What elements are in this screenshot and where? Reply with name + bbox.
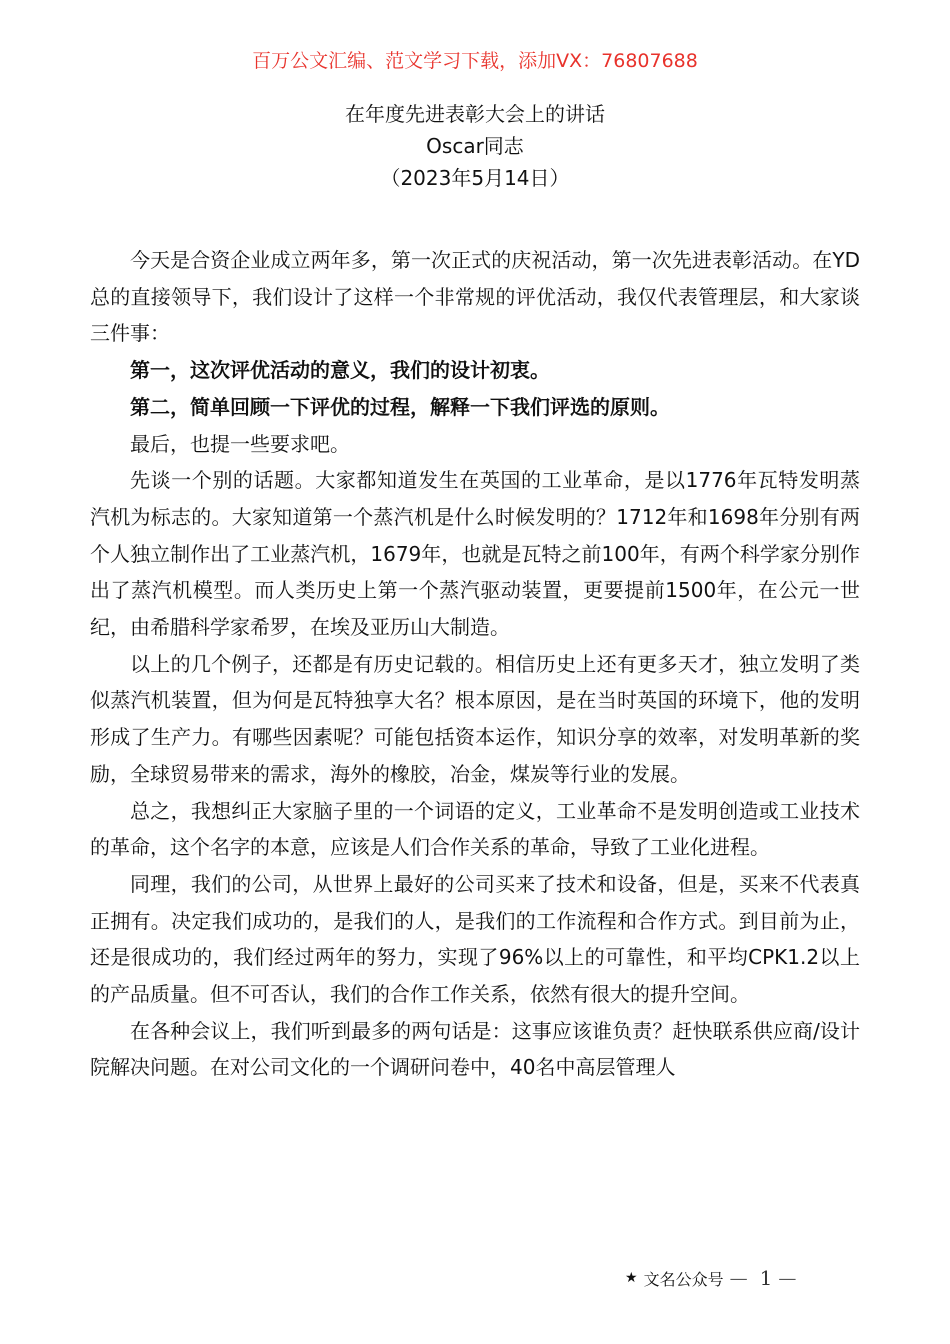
page-number: 1 <box>759 1266 773 1290</box>
paragraph-company: 同理，我们的公司，从世界上最好的公司买来了技术和设备，但是，买来不代表真正拥有。决定我们成功的，是我们的人，是我们的工作流程和合作方式。到目前为止，还是很成功的，我们经过两年的努力，实现了96%以上的可靠性，和平均CPK1.2以上的产品质量。但不可否认，我们的合作工作关系，依然有很大的提升空间。 <box>90 871 860 1007</box>
document-body <box>90 242 860 1086</box>
footer-source: 文名公众号 <box>643 1269 724 1289</box>
speech-date: （2023年5月14日） <box>380 166 570 190</box>
paragraph-industrial-revolution: 总之，我想纠正大家脑子里的一个词语的定义，工业革命不是发明创造或工业技术的革命，这个名字的本意，应该是人们合作关系的革命，导致了工业化进程。 <box>90 798 860 860</box>
paragraph-watt: 以上的几个例子，还都是有历史记载的。相信历史上还有更多天才，独立发明了类似蒸汽机装置，但为何是瓦特独享大名？根本原因，是在当时英国的环境下，他的发明形成了生产力。有哪些因素呢？可能包括资本运作，知识分享的效率，对发明革新的奖励，全球贸易带来的需求，海外的橡胶，冶金，煤炭等行业的发展。 <box>90 651 860 786</box>
speaker-name: Oscar同志 <box>426 134 524 158</box>
paragraph-steam-engine: 先谈一个别的话题。大家都知道发生在英国的工业革命，是以1776年瓦特发明蒸汽机为标志的。大家知道第一个蒸汽机是什么时候发明的？1712年和1698年分别有两个人独立制作出了工业蒸汽机，1679年，也就是瓦特之前100年，有两个科学家分别作出了蒸汽机模型。而人类历史上第一个蒸汽驱动装置，更要提前1500年，在公元一世纪，由希腊科学家希罗，在埃及亚历山大制造。 <box>90 468 860 640</box>
document-header <box>0 98 950 194</box>
dash-left: — <box>729 1267 748 1289</box>
document-title: 在年度先进表彰大会上的讲话 <box>345 102 605 126</box>
watermark-banner: 百万公文汇编、范文学习下载，添加VX：76807688 <box>252 50 698 72</box>
paragraph-point-last: 最后，也提一些要求吧。 <box>130 431 350 456</box>
paragraph-point-one: 第一，这次评优活动的意义，我们的设计初衷。 <box>130 358 550 383</box>
dash-right: — <box>778 1267 797 1289</box>
star-icon: ★ <box>625 1270 638 1286</box>
paragraph-intro: 今天是合资企业成立两年多，第一次正式的庆祝活动，第一次先进表彰活动。在YD总的直接领导下，我们设计了这样一个非常规的评优活动，我仅代表管理层，和大家谈三件事： <box>90 248 860 346</box>
page-footer <box>625 1266 796 1290</box>
paragraph-point-two: 第二，简单回顾一下评优的过程，解释一下我们评选的原则。 <box>130 394 670 419</box>
paragraph-meetings: 在各种会议上，我们听到最多的两句话是：这事应该谁负责？赶快联系供应商/设计院解决问题。在对公司文化的一个调研问卷中，40名中高层管理人 <box>90 1018 860 1080</box>
